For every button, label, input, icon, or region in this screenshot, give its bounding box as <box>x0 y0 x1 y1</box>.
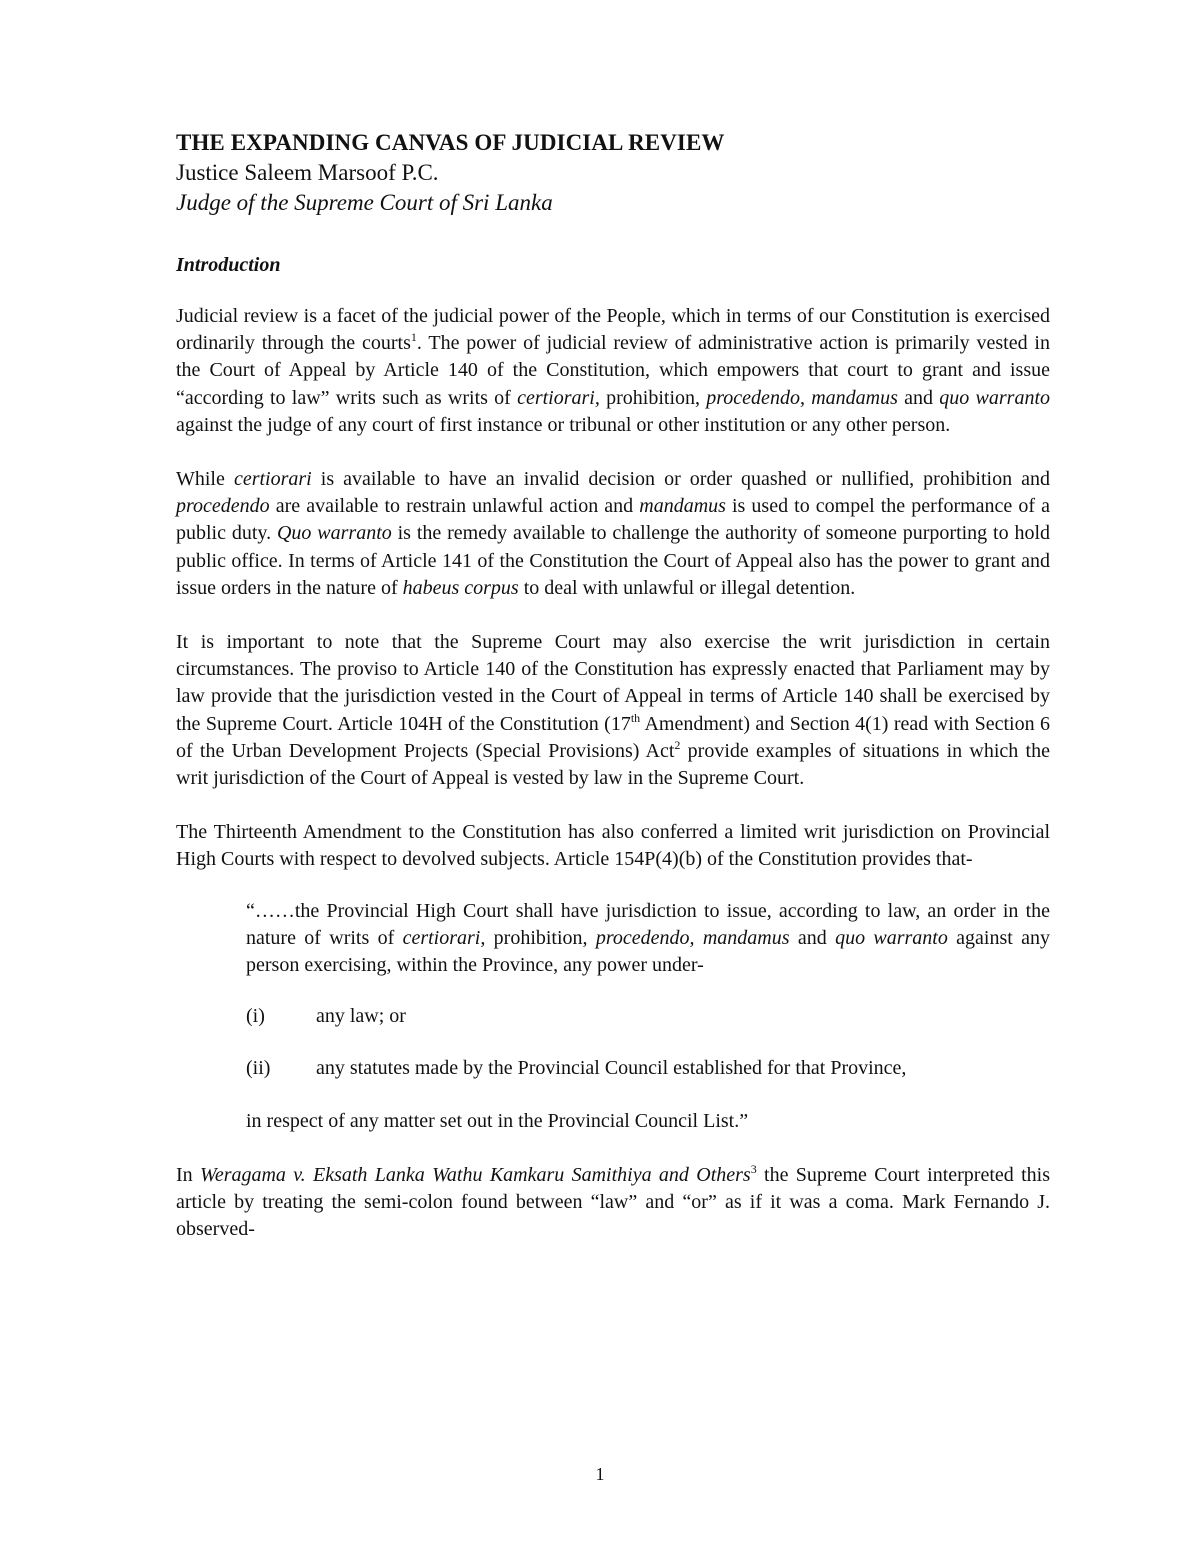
paragraph-3: It is important to note that the Supreme Court may also exercise the writ jurisdiction in certain circumstances. The proviso to Article 140 of the Constitution has expressly enacted that Parliament may by law provide that the jurisdiction vested in the Court of Appeal in terms of Article 140 shall be exercised by the Supreme Court. Article 104H of the Constitution (17th Amendment) and Section 4(1) read with Section 6 of the Urban Development Projects (Special Provisions) Act$^2$ provide examples of situations in which the writ jurisdiction of the Court of Appeal is vested by law in the Supreme Court. <box>176 631 1050 790</box>
author-affiliation: Judge of the Supreme Court of Sri Lanka <box>176 190 553 215</box>
quote-closing: in respect of any matter set out in the Provincial Council List.” <box>246 1109 749 1132</box>
paragraph-1: Judicial review is a facet of the judicial power of the People, which in terms of our Constitution is exercised ordinarily through the courts$^1$. The power of judicial review of administrative action is primarily vested in the Court of Appeal by Article 140 of the Constitution, which empowers that court to grant and issue “according to law” writs such as writs of certiorari, prohibition, procedendo, mandamus and quo warranto against the judge of any court of first instance or tribunal or other institution or any other person. <box>176 305 1051 436</box>
paragraph-2: While certiorari is available to have an invalid decision or order quashed or nullified, prohibition and procedendo are available to restrain unlawful action and mandamus is used to compel the performance of a public duty. Quo warranto is the remedy available to challenge the authority of someone purporting to hold public office. In terms of Article 141 of the Constitution the Court of Appeal also has the power to grant and issue orders in the nature of habeus corpus to deal with unlawful or illegal detention. <box>176 468 1051 599</box>
block-quote <box>246 898 1050 980</box>
page-number: 1 <box>595 1464 605 1484</box>
page-content <box>176 128 1050 1243</box>
list-number: (i) <box>246 1005 265 1028</box>
list-text: any statutes made by the Provincial Council established for that Province, <box>316 1057 907 1080</box>
footnote-ref-2[interactable]: 2 <box>674 737 681 752</box>
section-heading: Introduction <box>176 254 281 276</box>
list-number: (ii) <box>246 1057 271 1080</box>
quote-text: “……the Provincial High Court shall have jurisdiction to issue, according to law, an order in the nature of writs of certiorari, prohibition, procedendo, mandamus and quo warranto against any person exercising, within the Province, any power under- <box>246 899 1051 977</box>
paragraph-5: In Weragama v. Eksath Lanka Wathu Kamkaru Samithiya and Others$^3$ the Supreme Court interpreted this article by treating the semi-colon found between “law” and “or” as if it was a coma. Mark Fernando J. observed- <box>176 1161 1050 1241</box>
list-text: any law; or <box>316 1005 406 1028</box>
footnote-ref-1[interactable]: 1 <box>410 330 417 345</box>
paragraph-4: The Thirteenth Amendment to the Constitution has also conferred a limited writ jurisdiction on Provincial High Courts with respect to devolved subjects. Article 154P(4)(b) of the Constitution provides that- <box>176 821 1050 871</box>
footnote-ref-3[interactable]: 3 <box>750 1161 757 1176</box>
list-item <box>246 1003 1050 1030</box>
author-name: Justice Saleem Marsoof P.C. <box>176 160 439 185</box>
list-item <box>246 1055 1050 1082</box>
document-title: THE EXPANDING CANVAS OF JUDICIAL REVIEW <box>176 130 725 155</box>
